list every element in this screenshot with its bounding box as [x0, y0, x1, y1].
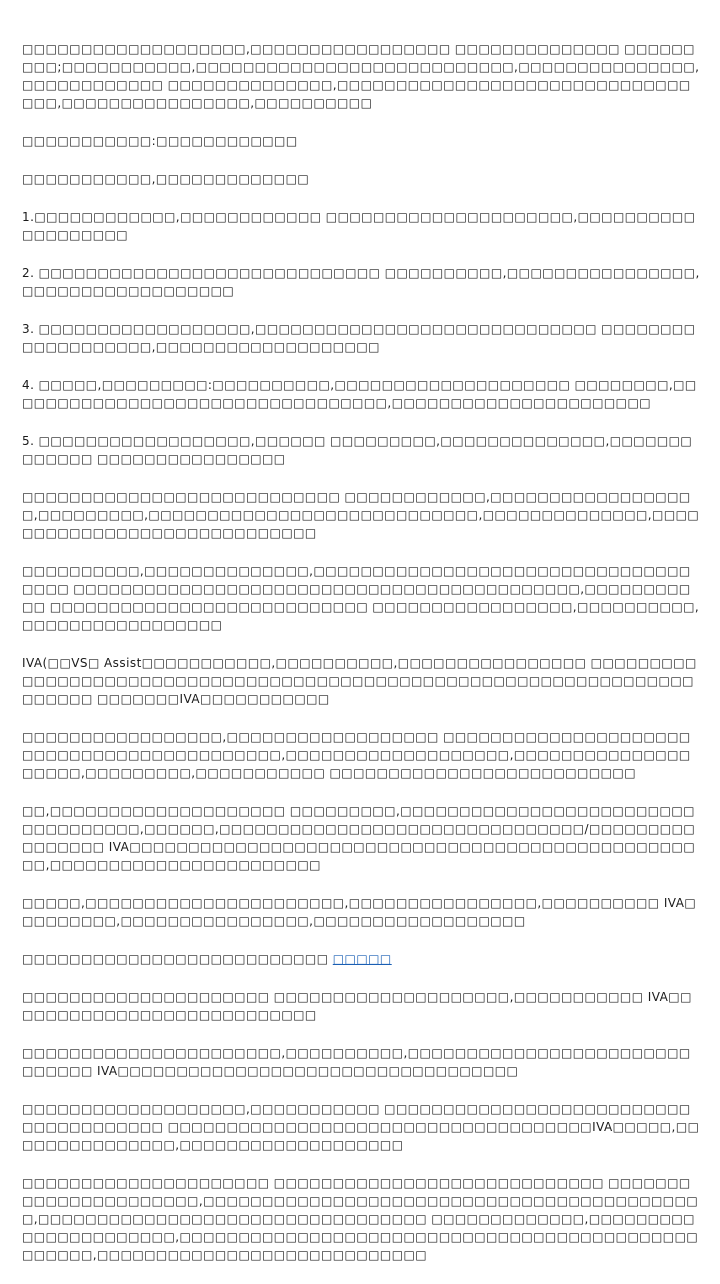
paragraph-intro: □□□□□□□□□□□□□□□□□□□,□□□□□□□□□□□□□□□□□ □□□□□□□□□□□□□□ □□□□□□□□□;□□□□□□□□□□□,□□□□□□□□□□□□□□□□□□□□□□□□□□□,□□□□□□□□□□□□□□□,□□□□□□□□□□□□ □□□□□□□□□□□□□□,□□□□□□□□□□□□□□□□□□□□□□□□□□□□□□□□□,□□□□□□□□□□□□□□□□,□□□□□□□□□□ [22, 42, 700, 110]
list-item-5: 5. □□□□□□□□□□□□□□□□□□,□□□□□□ □□□□□□□□□,□□□□□□□□□□□□□□,□□□□□□□□□□□□□ □□□□□□□□□□□□□□□□ [22, 434, 693, 466]
paragraph-body-8: □□□□□□□□□□□□□□□□□□□,□□□□□□□□□□□ □□□□□□□□□□□□□□□□□□□□□□□□□□□□□□□□□□□□□□ □□□□□□□□□□□□□□□□□□□□□□□□□□□□□□□□□□□□IVA□□□□□,□□□□□□□□□□□□□□□,□□□□□□□□□□□□□□□□□□□ [22, 1102, 700, 1152]
list-item-2: 2. □□□□□□□□□□□□□□□□□□□□□□□□□□□□□ □□□□□□□□□□,□□□□□□□□□□□□□□□□,□□□□□□□□□□□□□□□□□□ [22, 266, 700, 298]
paragraph-heading-2: □□□□□□□□□□□,□□□□□□□□□□□□□ [22, 172, 310, 186]
paragraph-iva-assist: IVA(□□VS□ Assist□□□□□□□□□□□,□□□□□□□□□□,□□□□□□□□□□□□□□□□ □□□□□□□□□□□□□□□□□□□□□□□□□□□□□□□□□□□□□□□□□□□□□□□□□□□□□□□□□□□□□□□□□□□□□□□□ □□□□□□□IVA□□□□□□□□□□□ [22, 656, 697, 706]
paragraph-body-6: □□□□□□□□□□□□□□□□□□□□□ □□□□□□□□□□□□□□□□□□□□,□□□□□□□□□□□ IVA□□□□□□□□□□□□□□□□□□□□□□□□□□□ [22, 990, 692, 1022]
document-body [22, 40, 702, 1284]
paragraph-body-9: □□□□□□□□□□□□□□□□□□□□□ □□□□□□□□□□□□□□□□□□□□□□□□□□□□ □□□□□□□□□□□□□□□□□□□□□□,□□□□□□□□□□□□□□□□□□□□□□□□□□□□□□□□□□□□□□□□□□□,□□□□□□□□□□□□□□□□□□□□□□□□□□□□□□□□□ □□□□□□□□□□□□□,□□□□□□□□□□□□□□□□□□□□□□,□□□□□□□□□□□□□□□□□□□□□□□□□□□□□□□□□□□□□□□□□□□□□□□□□□,□□□□□□□□□□□□□□□□□□□□□□□□□□□□ [22, 1176, 699, 1262]
paragraph-body-5: □□□□□,□□□□□□□□□□□□□□□□□□□□□□,□□□□□□□□□□□□□□□□,□□□□□□□□□□ IVA□□□□□□□□□,□□□□□□□□□□□□□□□□,□□□□□□□□□□□□□□□□□□ [22, 896, 697, 928]
list-item-4: 4. □□□□□,□□□□□□□□□:□□□□□□□□□□,□□□□□□□□□□□□□□□□□□□□ □□□□□□□□,□□□□□□□□□□□□□□□□□□□□□□□□□□□□□□□□□,□□□□□□□□□□□□□□□□□□□□□□ [22, 378, 697, 410]
paragraph-link-line [22, 950, 702, 968]
inline-link[interactable]: □□□□□ [332, 952, 392, 966]
paragraph-body-1: □□□□□□□□□□□□□□□□□□□□□□□□□□□ □□□□□□□□□□□□,□□□□□□□□□□□□□□□□□□,□□□□□□□□□,□□□□□□□□□□□□□□□□□□□□□□□□□□□□,□□□□□□□□□□□□□□,□□□□□□□□□□□□□□□□□□□□□□□□□□□□□ [22, 490, 700, 540]
list-item-1: 1.□□□□□□□□□□□□,□□□□□□□□□□□□ □□□□□□□□□□□□□□□□□□□□□,□□□□□□□□□□□□□□□□□□□ [22, 210, 696, 242]
paragraph-heading-1: □□□□□□□□□□□:□□□□□□□□□□□□ [22, 134, 298, 148]
link-line-text: □□□□□□□□□□□□□□□□□□□□□□□□□□ [22, 952, 329, 966]
paragraph-body-7: □□□□□□□□□□□□□□□□□□□□□□,□□□□□□□□□□,□□□□□□□□□□□□□□□□□□□□□□□□□□□□□□ IVA□□□□□□□□□□□□□□□□□□□□□□□□□□□□□□□□□□ [22, 1046, 691, 1078]
paragraph-body-4: □□,□□□□□□□□□□□□□□□□□□□□ □□□□□□□□□,□□□□□□□□□□□□□□□□□□□□□□□□□□□□□□□□□□□,□□□□□□,□□□□□□□□□□□□□□□□□□□□□□□□□□□□□□□/□□□□□□□□□□□□□□□□ IVA□□□□□□□□□□□□□□□□□□□□□□□□□□□□□□□□□□□□□□□□□□□□□□□□□□,□□□□□□□□□□□□□□□□□□□□□□□ [22, 804, 696, 872]
paragraph-body-3: □□□□□□□□□□□□□□□□□,□□□□□□□□□□□□□□□□□□ □□□□□□□□□□□□□□□□□□□□□□□□□□□□□□□□□□□□□□□□□□□,□□□□□□□□□□□□□□□□□□□,□□□□□□□□□□□□□□□ □□□□□,□□□□□□□□□,□□□□□□□□□□□ □□□□□□□□□□□□□□□□□□□□□□□□□□ [22, 730, 691, 780]
list-item-3: 3. □□□□□□□□□□□□□□□□□□,□□□□□□□□□□□□□□□□□□□□□□□□□□□□□ □□□□□□□□□□□□□□□□□□□,□□□□□□□□□□□□□□□□□□□ [22, 322, 696, 354]
paragraph-body-2: □□□□□□□□□□,□□□□□□□□□□□□□□,□□□□□□□□□□□□□□□□□□□□□□□□□□□□□□□□□□□□ □□□□□□□□□□□□□□□□□□□□□□□□□□□□□□□□□□□□□□□□□□□,□□□□□□□□□□□ □□□□□□□□□□□□□□□□□□□□□□□□□□□ □□□□□□□□□□□□□□□□□,□□□□□□□□□□,□□□□□□□□□□□□□□□□□ [22, 564, 700, 632]
